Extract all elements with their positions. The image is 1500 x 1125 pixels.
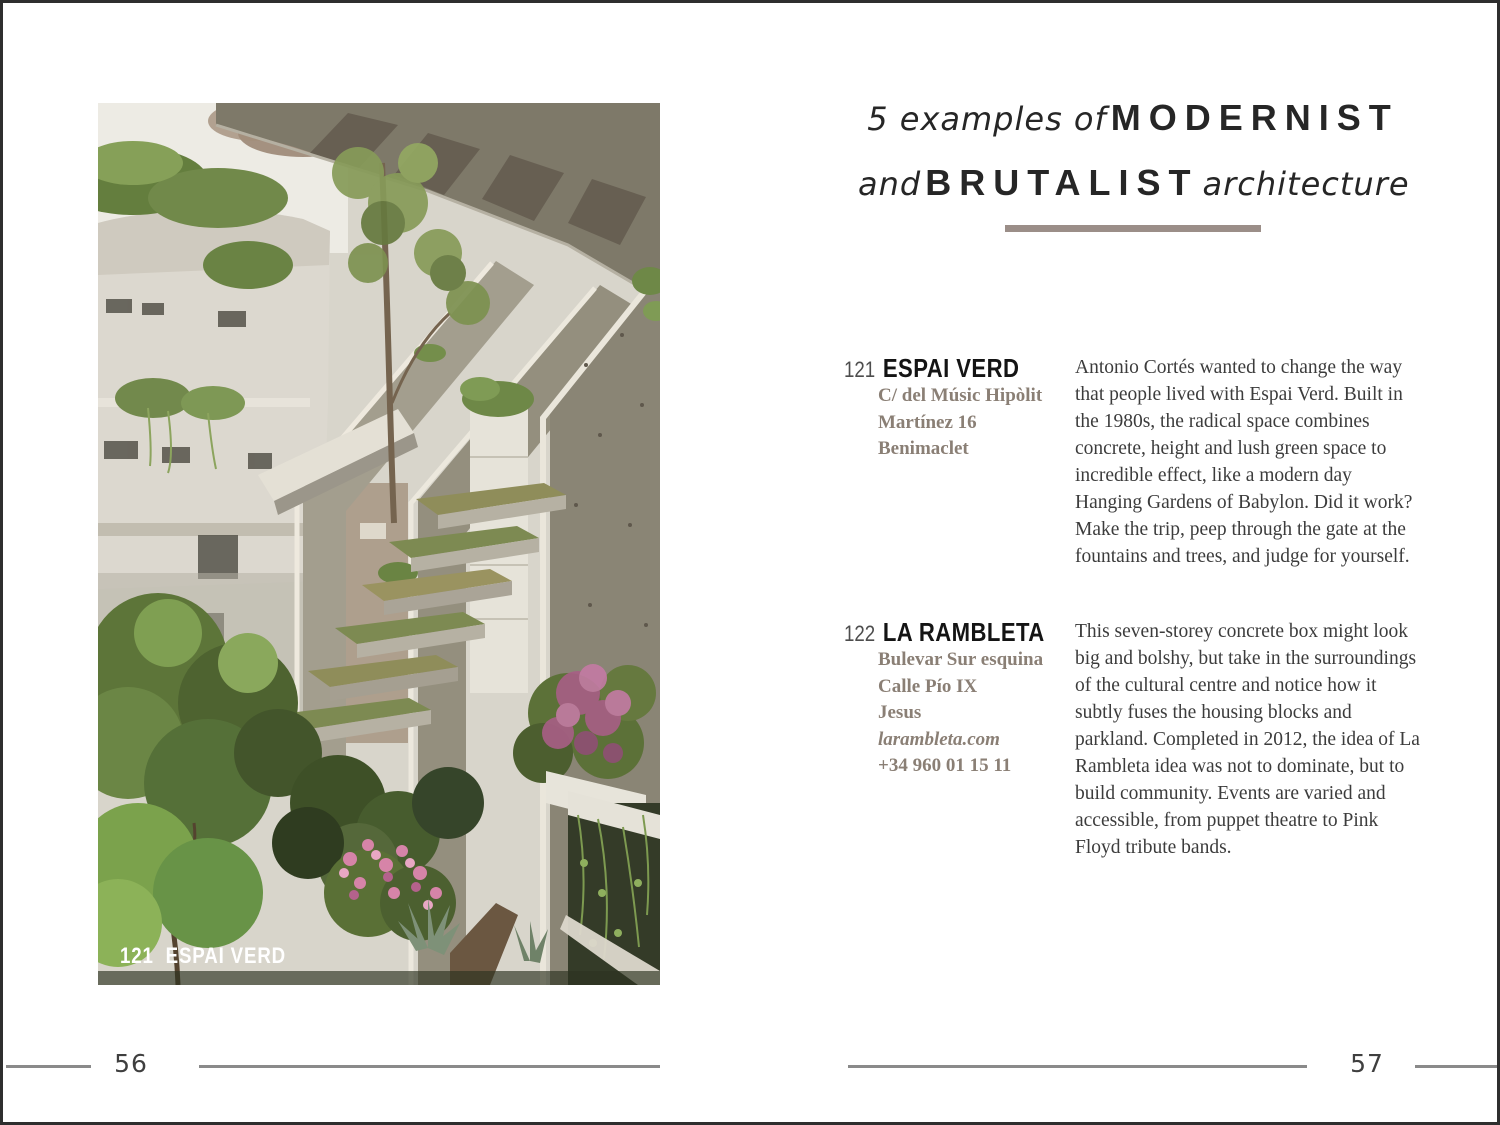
entry-122-number: 122 <box>844 621 876 646</box>
footer-rule-right-short <box>1415 1065 1497 1068</box>
entry-121-number: 121 <box>844 357 876 382</box>
title-caps-1: MODERNIST <box>1110 97 1399 138</box>
entry-121-address-line2: Martínez 16 <box>878 411 977 433</box>
entry-121-address-line3: Benimaclet <box>878 438 969 459</box>
entry-122-name: LA RAMBLETA <box>882 617 1045 647</box>
entry-121-name: ESPAI VERD <box>882 353 1020 383</box>
title-divider-rule <box>1005 225 1261 232</box>
footer-rule-left-long <box>199 1065 660 1068</box>
page-number-right: 57 <box>1350 1049 1384 1078</box>
espai-verd-illustration <box>98 103 660 985</box>
entry-122-heading <box>844 617 1045 648</box>
entry-122-address-line2: Calle Pío IX <box>878 675 978 697</box>
entry-121-description: Antonio Cortés wanted to change the way that people lived with Espai Verd. Built in the 1980s, the radical space combines concrete, height and lush green space to incredible effect, like a modern day Hanging Gardens of Babylon. Did it work? Make the trip, peep through the gate at the fountains and trees, and judge for yourself. <box>1075 357 1413 567</box>
title-italic-1: 5 examples of <box>867 100 1107 138</box>
entry-122-address-line1: Bulevar Sur esquina <box>878 649 1044 670</box>
footer-rule-right-long <box>848 1065 1307 1068</box>
entry-122-address-line3: Jesus <box>878 702 922 723</box>
entry-122-description: This seven-storey concrete box might look big and bolshy, but take in the surroundings of the cultural centre and notice how it subtly fuses the housing blocks and parkland. Completed in 2012, the idea of La Rambleta idea was not to dominate, but to build community. Events are varied and accessible, from puppet theatre to Pink Floyd tribute bands. <box>1075 621 1420 858</box>
espai-verd-photo <box>98 103 660 985</box>
entry-121-address <box>878 383 1042 463</box>
chapter-title <box>858 89 1408 219</box>
page-number-left: 56 <box>114 1049 148 1078</box>
entry-122-phone: +34 960 01 15 11 <box>878 755 1012 776</box>
entry-122-address <box>878 647 1043 780</box>
photo-caption <box>120 943 286 969</box>
title-caps-2: BRUTALIST <box>925 162 1199 203</box>
photo-caption-name: ESPAI VERD <box>165 943 287 968</box>
entry-121-heading <box>844 353 1019 384</box>
entry-121-address-line1: C/ del Músic Hipòlit <box>878 385 1043 406</box>
footer-rule-left-short <box>6 1065 91 1068</box>
photo-caption-number: 121 <box>120 943 154 968</box>
chapter-title-line1 <box>858 89 1408 154</box>
title-italic-3: architecture <box>1202 165 1410 203</box>
title-italic-2: and <box>858 165 922 203</box>
entry-122-website: larambleta.com <box>878 728 1000 750</box>
chapter-title-line2 <box>858 154 1408 219</box>
